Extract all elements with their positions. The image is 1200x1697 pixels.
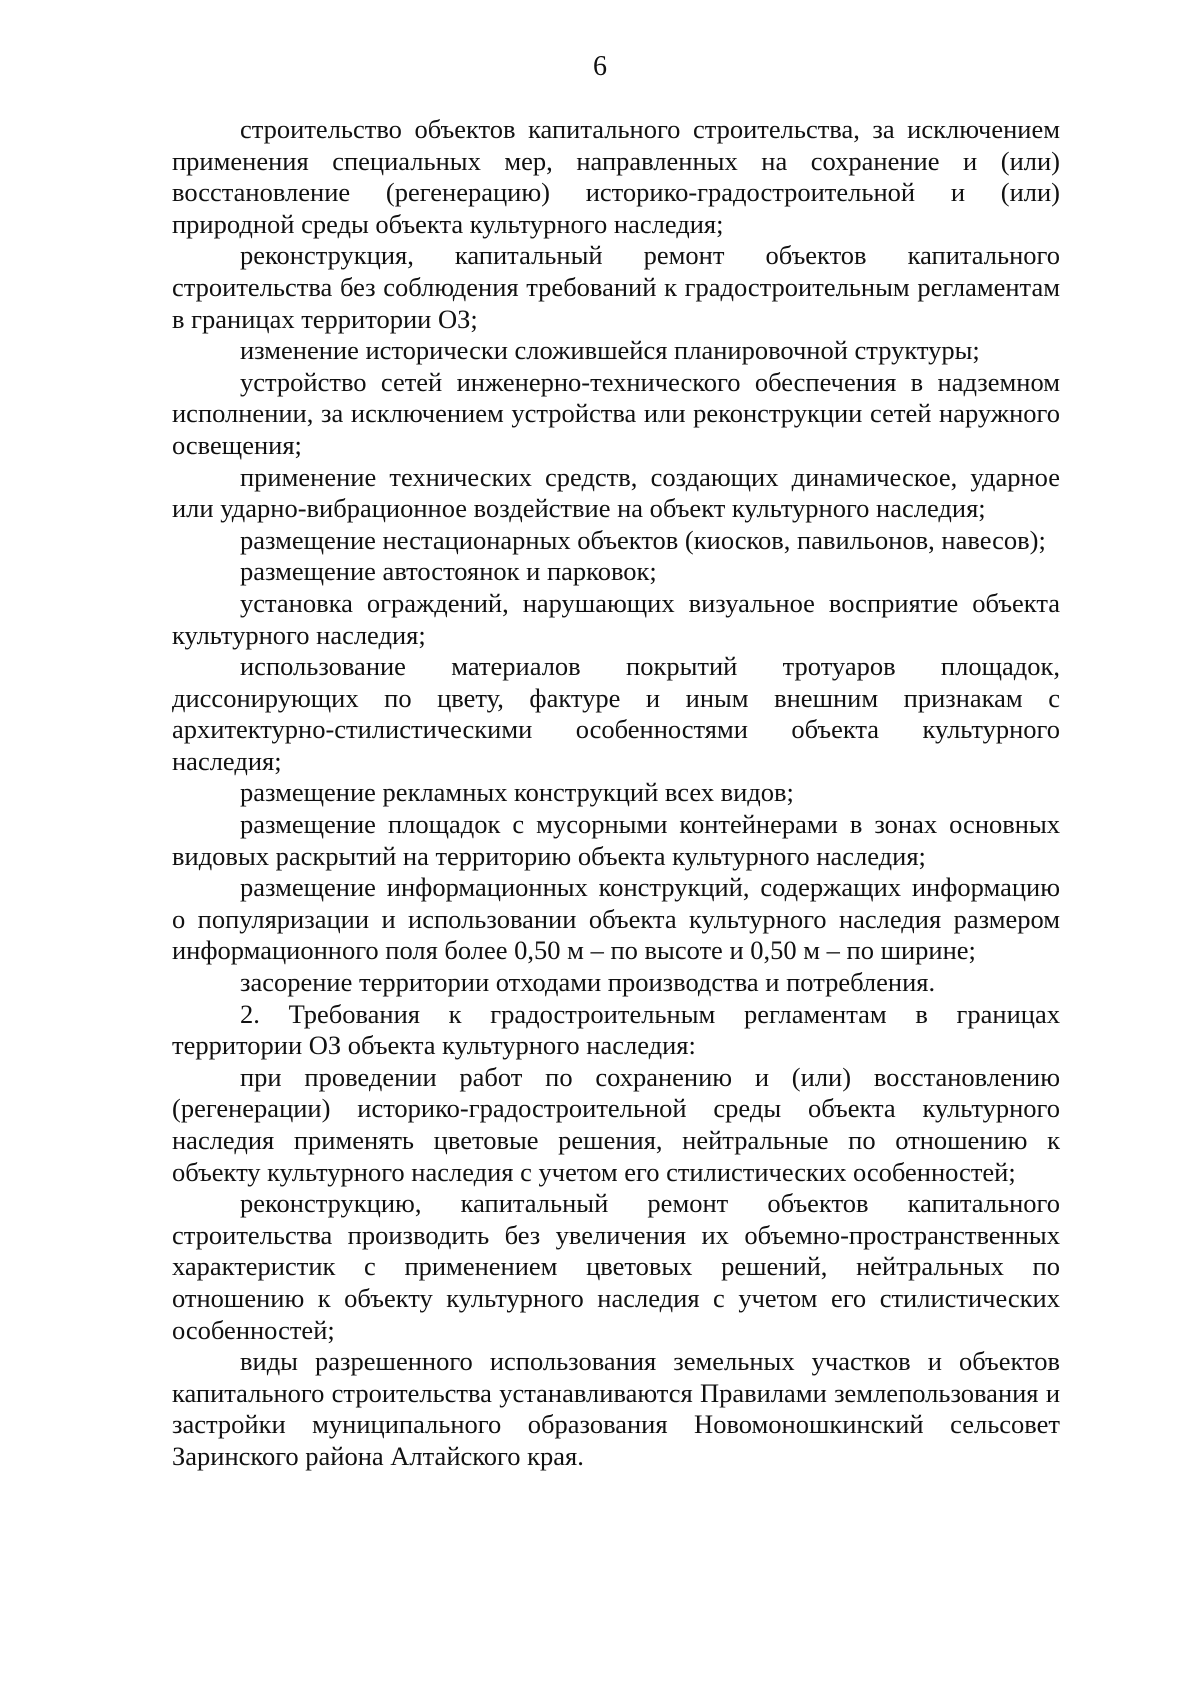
paragraph-permitted-use: виды разрешенного использования земельных участков и объектов капитального строительства устанавливаются Правилами землепользования и застройки муниципального образования Новомоношкинский сельсовет Заринского района Алтайского края. [172,1346,1060,1471]
paragraph-non-stationary-objects: размещение нестационарных объектов (киосков, павильонов, навесов); [240,524,1046,555]
paragraph-construction-exception: строительство объектов капитального строительства, за исключением применения специальных мер, направленных на сохранение и (или) восстановление (регенерацию) историко-градостроительной и (или) природной среды объекта культурного наследия; [172,114,1060,239]
paragraph-advertising: размещение рекламных конструкций всех видов; [240,777,794,808]
paragraph-waste-containers: размещение площадок с мусорными контейнерами в зонах основных видовых раскрытий на территорию объекта культурного наследия; [172,809,1060,871]
paragraph-fences: установка ограждений, нарушающих визуальное восприятие объекта культурного наследия; [172,587,1060,650]
paragraph-littering: засорение территории отходами производства и потребления. [240,967,936,998]
paragraph-parking: размещение автостоянок и парковок; [240,556,657,587]
paragraph-information-structures: размещение информационных конструкций, содержащих информацию о популяризации и использовании объекта культурного наследия размером информационного поля более 0,50 м – по высоте и 0,50 м – по ширине; [172,872,1060,966]
paragraph-section-2-heading: 2. Требования к градостроительным регламентам в границах территории ОЗ объекта культурного наследия: [172,998,1060,1061]
paragraph-planning-structure-change: изменение исторически сложившейся планировочной структуры; [240,335,980,366]
page-number: 6 [593,51,607,82]
paragraph-color-solutions: при проведении работ по сохранению и (или) восстановлению (регенерации) историко-градостроительной среды объекта культурного наследия применять цветовые решения, нейтральные по отношению к объекту культурного наследия с учетом его стилистических особенностей; [172,1061,1060,1187]
paragraph-reconstruction-without-requirements: реконструкция, капитальный ремонт объектов капитального строительства без соблюдения требований к градостроительным регламентам в границах территории ОЗ; [172,240,1060,334]
paragraph-pavement-materials: использование материалов покрытий тротуаров площадок, диссонирующих по цвету, фактуре и иным внешним признакам с архитектурно-стилистическими особенностями объекта культурного наследия; [172,651,1060,776]
paragraph-technical-equipment-impact: применение технических средств, создающих динамическое, ударное или ударно-вибрационное воздействие на объект культурного наследия; [172,461,1060,524]
paragraph-reconstruction-limits: реконструкцию, капитальный ремонт объектов капитального строительства производить без увеличения их объемно-пространственных характеристик с применением цветовых решений, нейтральных по отношению к объекту культурного наследия с учетом его стилистических особенностей; [172,1188,1060,1345]
paragraph-overhead-networks: устройство сетей инженерно-технического обеспечения в надземном исполнении, за исключением устройства или реконструкции сетей наружного освещения; [172,366,1060,460]
document-body [172,114,1060,1473]
